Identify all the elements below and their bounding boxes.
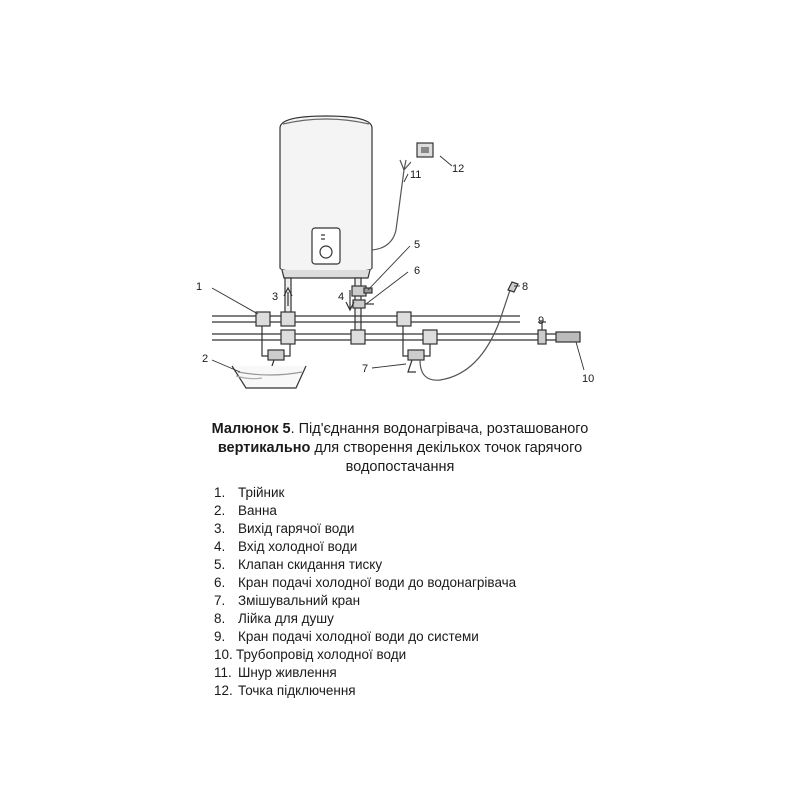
callout-4: 4 — [338, 291, 345, 303]
legend-item — [214, 574, 516, 592]
legend-item — [214, 556, 516, 574]
legend-number: 9. — [214, 629, 226, 644]
legend-label: Лійка для душу — [238, 611, 334, 626]
legend-item — [214, 538, 516, 556]
legend-number: 8. — [214, 611, 226, 626]
connection-point — [417, 143, 433, 157]
legend-label: Трійник — [238, 485, 285, 500]
figure-caption — [150, 420, 650, 477]
legend-number: 12. — [214, 683, 233, 698]
tee-fitting — [281, 330, 295, 344]
legend-item — [214, 682, 516, 700]
bath — [232, 366, 306, 388]
legend-number: 2. — [214, 503, 226, 518]
cold-water-valve — [353, 300, 374, 308]
legend-label: Трубопровід холодної води — [236, 647, 407, 662]
tee-fitting — [423, 330, 437, 344]
tee-fitting — [256, 312, 270, 326]
caption-line-3: водопостачання — [345, 459, 455, 475]
power-cord — [372, 170, 404, 250]
legend-item — [214, 628, 516, 646]
callout-10: 10 — [582, 373, 595, 385]
legend-item — [214, 610, 516, 628]
legend-label: Шнур живлення — [238, 665, 337, 680]
callout-11: 11 — [410, 169, 422, 181]
pressure-relief-valve — [352, 286, 372, 296]
caption-line-1 — [150, 420, 650, 439]
callout-1: 1 — [196, 281, 203, 293]
caption-figure-number: Малюнок 5 — [211, 421, 291, 437]
caption-bold-word: вертикально — [217, 440, 311, 456]
legend-label: Кран подачі холодної води до водонагрівача — [238, 575, 517, 590]
legend-item — [214, 664, 516, 682]
legend-label: Кран подачі холодної води до системи — [238, 629, 479, 644]
legend-item — [214, 502, 516, 520]
legend-label: Вихід гарячої води — [238, 521, 355, 536]
legend-number: 1. — [214, 485, 226, 500]
legend-item — [214, 592, 516, 610]
caption-line-2 — [150, 439, 650, 458]
callout-8: 8 — [522, 281, 529, 293]
legend-label: Клапан скидання тиску — [238, 557, 383, 572]
legend-number: 6. — [214, 575, 226, 590]
callout-7: 7 — [362, 363, 369, 375]
legend-list — [214, 484, 516, 700]
cold-water-pipeline — [212, 334, 580, 340]
legend-number: 7. — [214, 593, 226, 608]
callout-3: 3 — [272, 291, 279, 303]
caption-text-2: для створення декількох точок гарячого — [310, 440, 583, 456]
tee-fitting — [281, 312, 295, 326]
callout-9: 9 — [538, 315, 545, 327]
water-heater-tank — [280, 116, 372, 278]
legend-number: 5. — [214, 557, 226, 572]
legend-label: Вхід холодної води — [238, 539, 358, 554]
legend-label: Змішувальний кран — [238, 593, 361, 608]
legend-label: Точка підключення — [238, 683, 356, 698]
callout-6: 6 — [414, 265, 421, 277]
tee-fitting — [351, 330, 365, 344]
cold-pipe-end — [556, 332, 580, 342]
legend-item — [214, 484, 516, 502]
callout-12: 12 — [452, 163, 465, 175]
tee-fitting — [397, 312, 411, 326]
legend-item — [214, 646, 516, 664]
callout-2: 2 — [202, 353, 209, 365]
callout-5: 5 — [414, 239, 421, 251]
shower-head — [508, 282, 518, 292]
legend-number: 3. — [214, 521, 226, 536]
legend-number: 10. — [214, 647, 233, 662]
caption-text-1: . Під'єднання водонагрівача, розташованого — [290, 421, 589, 437]
legend-label: Ванна — [238, 503, 277, 518]
legend-number: 11. — [214, 665, 232, 680]
legend-number: 4. — [214, 539, 226, 554]
legend-item — [214, 520, 516, 538]
